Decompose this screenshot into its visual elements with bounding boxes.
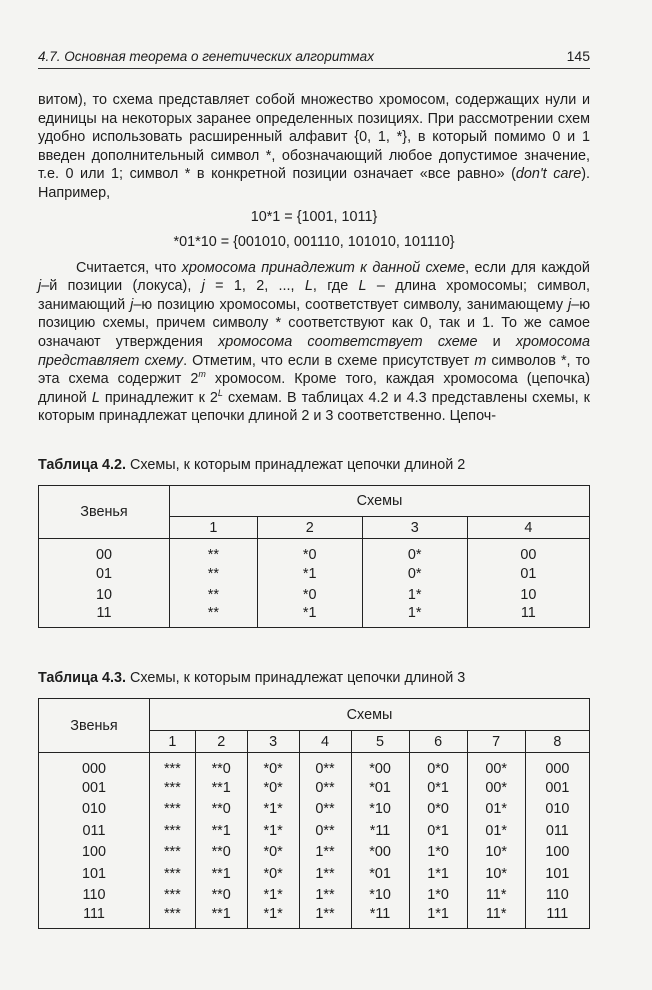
column-header: 7	[467, 731, 525, 753]
text-span: –ю позицию схемы, причем символу * соответствуют как 0, так и 1. То же самое означают утверждения	[38, 296, 590, 350]
caption-text: Схемы, к которым принадлежат цепочки длиной 3	[125, 670, 466, 686]
group-header-cell: Схемы	[150, 699, 590, 731]
table-4-3-caption	[38, 670, 590, 686]
column-header: 2	[257, 517, 362, 539]
table-4-2-block	[38, 457, 590, 628]
text-span: Считается, что	[76, 259, 182, 276]
schema-cell: **1	[195, 820, 247, 842]
table-row	[39, 539, 590, 564]
schema-cell: 1**	[299, 885, 351, 907]
link-cell: 000	[39, 753, 150, 778]
group-header-cell: Схемы	[170, 486, 590, 517]
schema-cell: *1	[257, 605, 362, 628]
column-header: 1	[170, 517, 258, 539]
schema-cell: *00	[351, 753, 409, 778]
schema-cell: *01	[351, 863, 409, 885]
schema-cell: ***	[150, 885, 196, 907]
schema-cell: 00*	[467, 753, 525, 778]
table-4-3	[38, 698, 590, 929]
column-header: 1	[150, 731, 196, 753]
table-4-2-caption	[38, 457, 590, 473]
link-cell: 010	[39, 799, 150, 821]
column-header: 4	[467, 517, 589, 539]
link-cell: 100	[39, 842, 150, 864]
table-row	[39, 863, 590, 885]
schema-cell: 010	[545, 801, 570, 818]
italic-term: хромосома представляет схему	[38, 333, 590, 369]
schema-cell: 00	[520, 547, 537, 563]
schema-cell: 1*	[362, 584, 467, 605]
schema-cell: 0*0	[409, 753, 467, 778]
table-row	[39, 885, 590, 907]
link-cell: 00	[39, 539, 170, 564]
text-span: = 1, 2, ...,	[204, 278, 305, 295]
schema-cell: 0**	[299, 820, 351, 842]
schema-cell: *01	[351, 777, 409, 799]
table-row	[39, 777, 590, 799]
schema-cell: *1*	[247, 906, 299, 929]
schema-cell: ***	[150, 753, 196, 778]
schema-cell: 000	[545, 761, 570, 777]
schema-cell: *00	[351, 842, 409, 864]
page-number: 145	[566, 48, 590, 64]
schema-cell: 1*1	[409, 863, 467, 885]
column-header: 5	[351, 731, 409, 753]
running-header	[38, 48, 590, 69]
link-cell: 10	[39, 584, 170, 605]
italic-var: m	[474, 352, 487, 369]
schema-cell: 1**	[299, 842, 351, 864]
schema-cell: 01*	[467, 820, 525, 842]
text-span: – длина хромосомы; символ, занимающий	[38, 278, 591, 313]
caption-label: Таблица 4.2.	[38, 457, 126, 473]
schema-cell: 01	[520, 565, 537, 582]
text-span: –ю позицию хромосомы, соответствует символу, занимающему	[133, 296, 568, 313]
text-span: хромосом. Кроме того, каждая хромосома (цепочка) длиной	[38, 371, 590, 406]
link-cell: 111	[39, 906, 150, 929]
schema-cell: **0	[195, 885, 247, 907]
schema-cell: *0*	[247, 842, 299, 864]
schema-cell: 0*0	[409, 799, 467, 821]
equation-2: *01*10 = {001010, 001110, 101010, 101110}	[173, 233, 455, 250]
italic-var: j	[38, 278, 42, 295]
table-row	[39, 605, 590, 628]
schema-cell: ***	[150, 799, 196, 821]
column-header: 6	[409, 731, 467, 753]
italic-var: L	[358, 278, 367, 295]
schema-cell: 1*0	[409, 842, 467, 864]
schema-cell: **0	[195, 799, 247, 821]
table-row	[39, 842, 590, 864]
table-body	[39, 753, 590, 929]
text-span: ). Например,	[38, 166, 590, 201]
schema-cell: 10*	[467, 842, 525, 864]
page	[38, 48, 590, 426]
schema-cell: ***	[150, 777, 196, 799]
caption-label: Таблица 4.3.	[38, 670, 126, 686]
schema-cell: *10	[351, 799, 409, 821]
text-span: , где	[312, 278, 359, 295]
schema-cell: 1*1	[409, 906, 467, 929]
column-header: 2	[195, 731, 247, 753]
equation-1: 10*1 = {1001, 1011}	[250, 208, 378, 225]
schema-cell: 101	[545, 865, 570, 882]
row-header-cell: Звенья	[39, 699, 150, 753]
text-span: витом), то схема представляет собой множество хромосом, содержащих нули и единицы на некоторых заранее определенных позициях. При рассмотрении схем удобно использовать расширенный алфавит {0, 1, *}, в который помимо 0 и 1 введен дополнительный символ *, обозначающий любое допустимое значение, т.е. 0 или 1; символ * в конкретной позиции означает «все равно» (	[38, 92, 590, 183]
italic-var: j	[568, 296, 572, 313]
schema-cell: 1*0	[409, 885, 467, 907]
schema-cell: ***	[150, 842, 196, 864]
schema-cell: 11*	[467, 885, 525, 907]
schema-cell: *1*	[247, 799, 299, 821]
table-row	[39, 906, 590, 929]
schema-cell: 110	[545, 887, 569, 904]
column-header: 3	[362, 517, 467, 539]
schema-cell: 011	[545, 822, 569, 839]
schema-cell: ***	[150, 906, 196, 929]
schema-cell: 0*	[362, 563, 467, 584]
row-header-cell: Звенья	[39, 486, 170, 539]
link-cell: 110	[39, 885, 150, 907]
schema-cell: 10*	[467, 863, 525, 885]
table-4-3-block	[38, 670, 590, 929]
schema-cell: 11*	[467, 906, 525, 929]
schema-cell: 00*	[467, 777, 525, 799]
paragraph-2	[38, 259, 590, 426]
schema-cell: *1*	[247, 820, 299, 842]
column-header: 8	[525, 731, 589, 753]
schema-cell: **0	[195, 842, 247, 864]
schema-cell: 11	[520, 605, 536, 621]
schema-cell: ***	[150, 820, 196, 842]
table-row	[39, 753, 590, 778]
link-cell: 001	[39, 777, 150, 799]
italic-var: L	[304, 278, 313, 295]
italic-term: don't care	[515, 166, 582, 183]
link-cell: 101	[39, 863, 150, 885]
schema-cell: 1**	[299, 863, 351, 885]
table-row	[39, 584, 590, 605]
schema-cell: 1**	[299, 906, 351, 929]
schema-cell: 01*	[467, 799, 525, 821]
text-span: и	[477, 333, 516, 350]
section-title: 4.7. Основная теорема о генетических алгоритмах	[38, 49, 374, 64]
body-text	[38, 91, 590, 426]
superscript-var: L	[217, 387, 223, 398]
schema-cell: **	[170, 584, 258, 605]
italic-term: хромосома принадлежит к данной схеме	[181, 259, 466, 276]
schema-cell: 0*1	[409, 777, 467, 799]
schema-cell: 0*1	[409, 820, 467, 842]
text-span: символов *, то эта схема содержит 2	[38, 352, 591, 388]
text-span: , если для каждой	[465, 259, 590, 276]
schema-cell: 100	[545, 844, 570, 861]
caption-text: Схемы, к которым принадлежат цепочки длиной 2	[125, 457, 466, 473]
schema-cell: **0	[195, 753, 247, 778]
schema-cell: **1	[195, 777, 247, 799]
text-span: –й позиции (локуса),	[41, 278, 202, 295]
schema-cell: **1	[195, 863, 247, 885]
schema-cell: 0**	[299, 777, 351, 799]
schema-cell: **1	[195, 906, 247, 929]
schema-cell: **	[170, 563, 258, 584]
schema-cell: **	[170, 605, 258, 628]
schema-cell: *1*	[247, 885, 299, 907]
schema-cell: *0*	[247, 777, 299, 799]
italic-var: j	[201, 278, 205, 295]
schema-cell: 001	[545, 779, 570, 796]
table-body	[39, 539, 590, 628]
text-span: . Отметим, что если в схеме присутствует	[183, 352, 475, 369]
schema-cell: *10	[351, 885, 409, 907]
column-header: 4	[299, 731, 351, 753]
schema-cell: *11	[351, 820, 409, 842]
schema-cell: 111	[546, 906, 569, 922]
schema-cell: 0*	[362, 539, 467, 564]
italic-term: хромосома соответствует схеме	[218, 333, 478, 350]
schema-cell: *11	[351, 906, 409, 929]
table-row	[39, 563, 590, 584]
link-cell: 01	[39, 563, 170, 584]
italic-var: L	[91, 389, 100, 406]
superscript-var: m	[198, 369, 206, 380]
text-span: принадлежит к 2	[99, 389, 218, 406]
schema-cell: 0**	[299, 753, 351, 778]
italic-var: j	[130, 296, 134, 313]
schema-cell: *1	[257, 563, 362, 584]
schema-cell: *0	[257, 584, 362, 605]
table-row	[39, 799, 590, 821]
schema-cell: *0*	[247, 863, 299, 885]
schema-cell: 1*	[362, 605, 467, 628]
paragraph-1	[38, 91, 590, 203]
column-header: 3	[247, 731, 299, 753]
link-cell: 011	[39, 820, 150, 842]
schema-cell: 0**	[299, 799, 351, 821]
schema-cell: *0*	[247, 753, 299, 778]
schema-cell: ***	[150, 863, 196, 885]
text-span: схемам. В таблицах 4.2 и 4.3 представлены схемы, к которым принадлежат цепочки длиной 2 и 3 соответственно. Цепоч-	[38, 389, 590, 425]
link-cell: 11	[39, 605, 170, 628]
schema-cell: 10	[520, 586, 537, 603]
schema-cell: *0	[257, 539, 362, 564]
schema-cell: **	[170, 539, 258, 564]
table-4-2	[38, 485, 590, 628]
table-row	[39, 820, 590, 842]
